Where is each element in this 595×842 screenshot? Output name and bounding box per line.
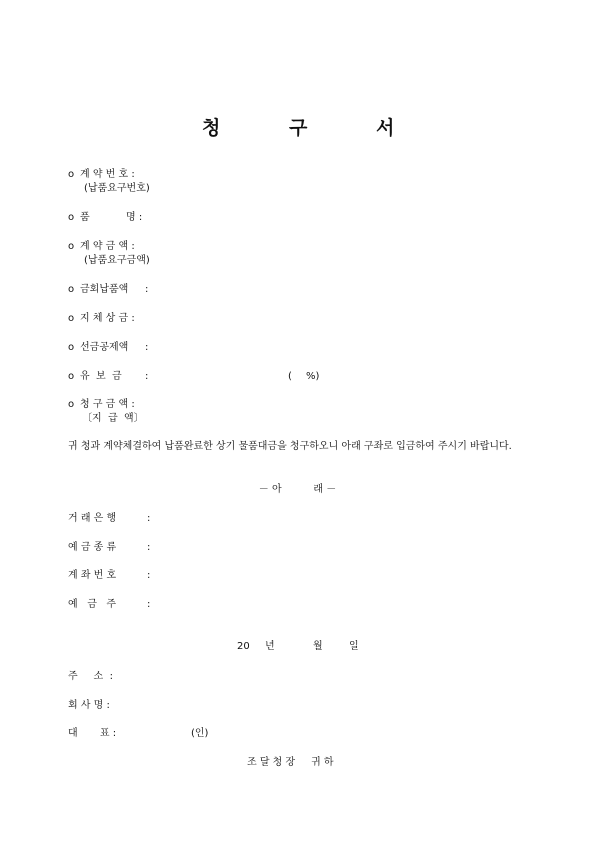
contract-no-sublabel: (납품요구번호): [84, 183, 150, 194]
addressee: 조 달 청 장 귀 하: [247, 757, 334, 768]
address-label: 주 소 :: [68, 671, 113, 682]
colon: :: [145, 371, 149, 382]
late-penalty-label: 지 체 상 금 :: [80, 313, 135, 324]
bullet: o: [68, 241, 75, 252]
percent-open: (: [288, 371, 292, 382]
date-year-prefix: 20: [237, 641, 250, 652]
representative-label: 대 표 :: [68, 728, 117, 739]
title-char-2: 구: [289, 117, 308, 139]
delivered-amount-label: 금회납품액: [80, 284, 129, 295]
account-no-label: 계 좌 번 호: [68, 570, 117, 581]
date-day: 일: [349, 641, 359, 652]
title-char-1: 청: [202, 117, 221, 139]
colon: :: [147, 513, 151, 524]
colon: :: [145, 342, 149, 353]
contract-no-label: 계 약 번 호 :: [80, 169, 135, 180]
claim-amount-sublabel: 〔지 급 액〕: [82, 413, 144, 424]
below-heading: － 아 래 －: [258, 484, 337, 495]
seal-mark: (인): [191, 728, 209, 739]
product-label: 품: [80, 212, 90, 223]
bullet: o: [68, 399, 75, 410]
bank-name-label: 거 래 은 행: [68, 513, 117, 524]
bullet: o: [68, 371, 75, 382]
colon: :: [147, 599, 151, 610]
company-name-label: 회 사 명 :: [68, 700, 110, 711]
bullet: o: [68, 313, 75, 324]
colon: :: [147, 570, 151, 581]
date-year: 년: [265, 641, 275, 652]
percent-close: %): [306, 371, 320, 382]
date-month: 월: [313, 641, 323, 652]
account-type-label: 예 금 종 류: [68, 542, 117, 553]
title-char-3: 서: [376, 117, 395, 139]
bullet: o: [68, 169, 75, 180]
bullet: o: [68, 342, 75, 353]
bullet: o: [68, 284, 75, 295]
colon: :: [147, 542, 151, 553]
account-holder-label: 예 금 주: [68, 599, 117, 610]
document-title: [0, 113, 595, 143]
colon: :: [145, 284, 149, 295]
advance-deduction-label: 선금공제액: [80, 342, 129, 353]
contract-amount-label: 계 약 금 액 :: [80, 241, 135, 252]
contract-amount-sublabel: (납품요구금액): [84, 255, 150, 266]
claim-amount-label: 청 구 금 액 :: [80, 399, 135, 410]
bullet: o: [68, 212, 75, 223]
request-paragraph: 귀 청과 계약체결하여 납품완료한 상기 물품대금을 청구하오니 아래 구좌로 입금하여 주시기 바랍니다.: [68, 441, 512, 452]
retention-label: 유 보 금: [80, 371, 122, 382]
product-label-tail: 명 :: [126, 212, 143, 223]
